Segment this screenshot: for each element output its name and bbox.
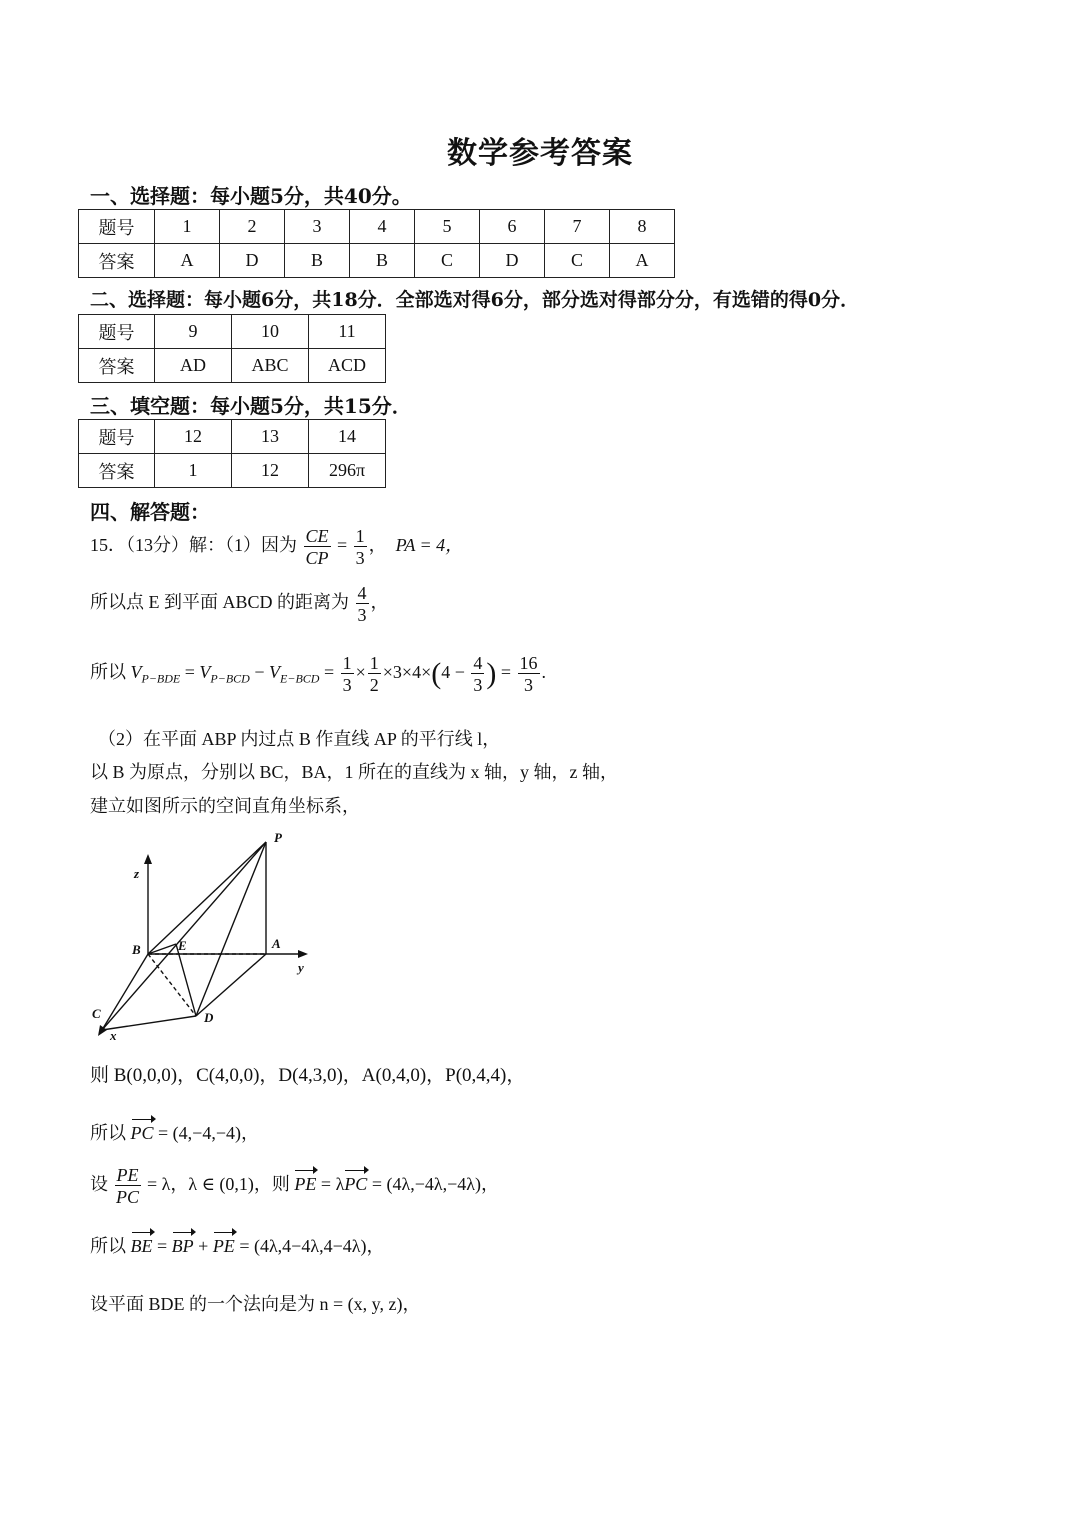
row-label-question: 题号: [79, 420, 155, 454]
table-cell: B: [350, 244, 415, 278]
edge-ad: [196, 954, 266, 1016]
q15-line-2: 所以点 E 到平面 ABCD 的距离为 $\frac{4}{3}$ ，: [90, 583, 389, 625]
table-cell: 12: [232, 454, 309, 488]
table-cell: 8: [610, 210, 675, 244]
part2-line-3: 建立如图所示的空间直角坐标系，: [90, 796, 360, 816]
label-c: C: [92, 1006, 101, 1021]
volume-prefix: 所以: [90, 662, 126, 683]
table-cell: D: [220, 244, 285, 278]
table-row: [79, 315, 386, 349]
vector-pc-line: 所以 PC = (4,−4,−4)，: [90, 1123, 259, 1143]
table-cell: 11: [309, 315, 386, 349]
normal-vector-line: 设平面 BDE 的一个法向是为 n = (x, y, z)，: [90, 1294, 421, 1314]
table-cell: C: [545, 244, 610, 278]
table-cell: 2: [220, 210, 285, 244]
be-prefix: 所以: [90, 1236, 126, 1256]
distance-text: 所以点 E 到平面 ABCD 的距离为: [90, 592, 350, 613]
pa-equation: PA = 4，: [395, 535, 464, 556]
edge-bp: [148, 842, 266, 954]
vector-be-line: 所以 BE = BP + PE = (4λ,4−4λ,4−4λ)，: [90, 1236, 385, 1256]
q15-line-3: 所以 $V_{P-BDE} = V_{P-BCD} - V_{E-BCD}$ = $\frac{1}{3}$ × $\frac{1}{2}$ ×3×4×(4 − $\frac{4}{3}$ ) = $\frac{16}{3}$ .: [90, 653, 547, 695]
be-value: = (4λ,4−4λ,4−4λ)，: [239, 1236, 385, 1256]
section-2-heading: 二、选择题：每小题6分，共18分．全部选对得6分，部分选对得部分分，有选错的得0分．: [90, 289, 860, 311]
y-arrow-icon: [298, 950, 308, 958]
answer-table-2: [78, 314, 386, 383]
coordinate-figure: [88, 826, 328, 1048]
table-cell: C: [415, 244, 480, 278]
table-cell: ABC: [232, 349, 309, 383]
table-cell: 9: [155, 315, 232, 349]
table-cell: 12: [155, 420, 232, 454]
fraction-one-third: $\frac{1}{3}$: [355, 526, 365, 568]
label-y: y: [298, 960, 304, 975]
table-cell: 1: [155, 454, 232, 488]
pc-value: = (4,−4,−4)，: [158, 1123, 259, 1143]
part2-line-2: 以 B 为原点，分别以 BC，BA，1 所在的直线为 x 轴，y 轴，z 轴，: [90, 762, 619, 782]
set-prefix: 设: [90, 1174, 108, 1195]
table-cell: 14: [309, 420, 386, 454]
coordinates-line: 则 B(0,0,0)，C(4,0,0)，D(4,3,0)，A(0,4,0)，P(0,4,4)，: [90, 1065, 526, 1086]
table-cell: AD: [155, 349, 232, 383]
table-row: [79, 244, 675, 278]
edge-pd: [196, 842, 266, 1016]
set-value: = (4λ,−4λ,−4λ)，: [371, 1174, 499, 1195]
table-row: [79, 454, 386, 488]
table-cell: D: [480, 244, 545, 278]
table-cell: ACD: [309, 349, 386, 383]
table-cell: B: [285, 244, 350, 278]
set-lambda-line: 设 $\frac{PE}{PC}$ = λ，λ ∈ (0,1)，则 PE = λPC = (4λ,−4λ,−4λ)，: [90, 1165, 499, 1207]
table-cell: 6: [480, 210, 545, 244]
table-row: [79, 210, 675, 244]
section-3-heading: 三、填空题：每小题5分，共15分．: [90, 394, 412, 418]
label-p: P: [274, 830, 282, 845]
table-row: [79, 420, 386, 454]
row-label-answer: 答案: [79, 454, 155, 488]
q15-line-1: 15．（13分）解：（1）因为 $\frac{CE}{CP}$ = $\frac{1}{3}$ ， PA = 4，: [90, 526, 464, 568]
edge-ed: [176, 944, 196, 1016]
table-cell: 13: [232, 420, 309, 454]
table-cell: 10: [232, 315, 309, 349]
row-label-answer: 答案: [79, 244, 155, 278]
label-a: A: [272, 936, 281, 951]
set-mid: = λ，λ ∈ (0,1)，则: [147, 1174, 290, 1195]
x-axis: [102, 954, 148, 1030]
pc-prefix: 所以: [90, 1123, 126, 1143]
fraction-four-thirds: $\frac{4}{3}$: [357, 583, 367, 625]
page-title: 数学参考答案: [447, 136, 633, 171]
table-cell: 4: [350, 210, 415, 244]
z-arrow-icon: [144, 854, 152, 864]
table-cell: 7: [545, 210, 610, 244]
row-label-question: 题号: [79, 210, 155, 244]
row-label-question: 题号: [79, 315, 155, 349]
fraction-ce-cp: $\frac{CE}{CP}$: [305, 526, 329, 568]
table-cell: 5: [415, 210, 480, 244]
label-x: x: [110, 1028, 117, 1043]
part2-line-1: （2）在平面 ABP 内过点 B 作直线 AP 的平行线 l，: [98, 729, 501, 749]
section-4-heading: 四、解答题：: [90, 500, 210, 524]
table-cell: 3: [285, 210, 350, 244]
label-z: z: [134, 866, 140, 881]
label-b: B: [132, 942, 141, 957]
q15-intro: 15．（13分）解：（1）因为: [90, 535, 297, 556]
answer-table-3: [78, 419, 386, 488]
table-row: [79, 349, 386, 383]
edge-pc: [102, 842, 266, 1030]
edge-bd: [148, 954, 196, 1016]
label-d: D: [204, 1010, 214, 1025]
table-cell: A: [610, 244, 675, 278]
section-1-heading: 一、选择题：每小题5分，共40分。: [90, 184, 412, 208]
fraction-pe-pc: $\frac{PE}{PC}$: [115, 1165, 139, 1207]
table-cell: 1: [155, 210, 220, 244]
answer-table-1: [78, 209, 675, 278]
label-e: E: [178, 938, 187, 953]
table-cell: 296π: [309, 454, 386, 488]
table-cell: A: [155, 244, 220, 278]
row-label-answer: 答案: [79, 349, 155, 383]
